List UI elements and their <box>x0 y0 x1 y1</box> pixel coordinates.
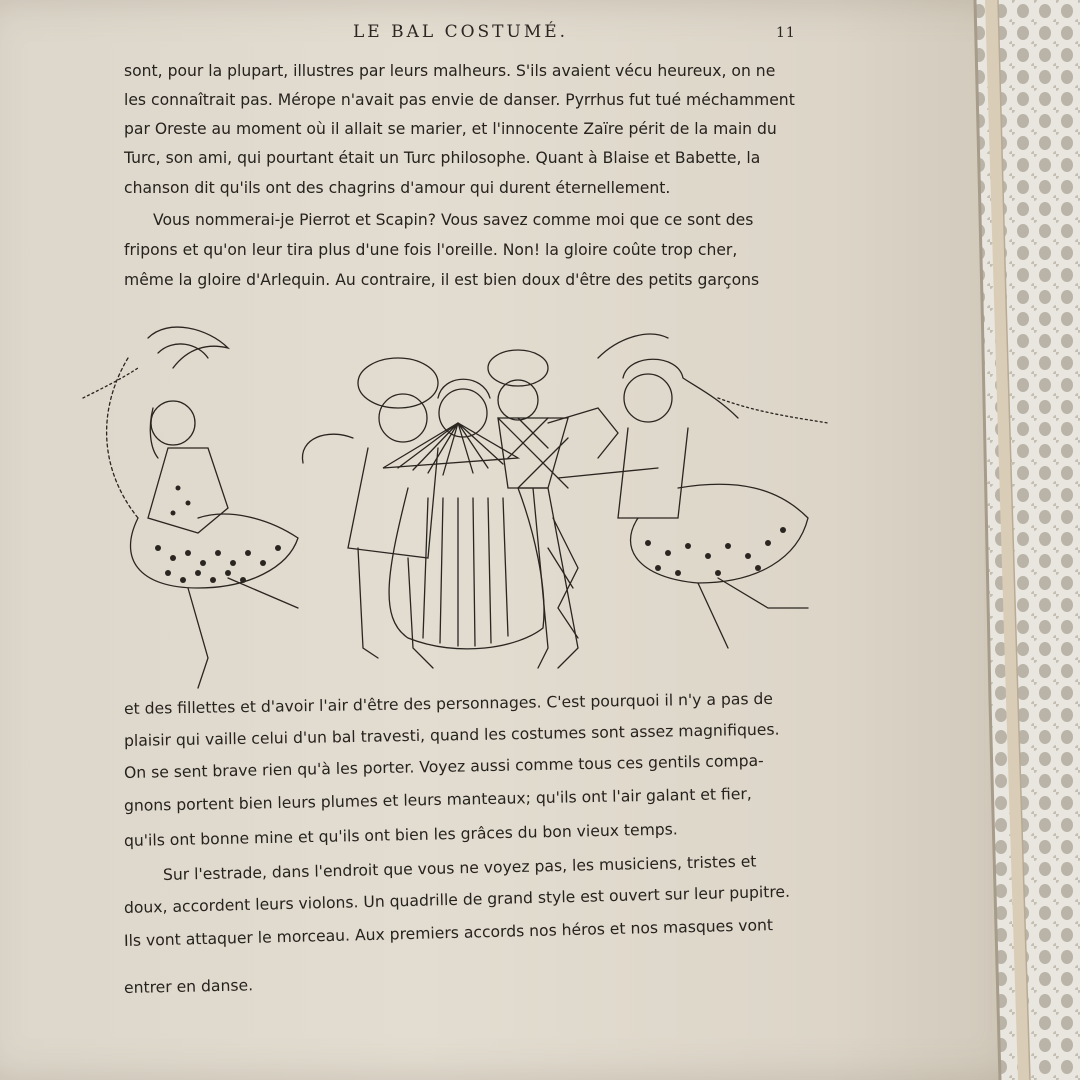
text-line: chanson dit qu'ils ont des chagrins d'amour qui durent éternellement. <box>124 179 671 197</box>
text-line: fripons et qu'on leur tira plus d'une fois l'oreille. Non! la gloire coûte trop cher, <box>124 241 738 259</box>
text-line: les connaîtrait pas. Mérope n'avait pas envie de danser. Pyrrhus fut tué méchamment <box>124 91 795 109</box>
text-line: plaisir qui vaille celui d'un bal travesti, quand les costumes sont assez magnifiques. <box>123 720 780 750</box>
text-line: Sur l'estrade, dans l'endroit que vous ne voyez pas, les musiciens, tristes et <box>162 852 757 884</box>
running-title: LE BAL COSTUMÉ. <box>353 22 569 42</box>
text-line: Ils vont attaquer le morceau. Aux premiers accords nos héros et nos masques vont <box>123 916 774 950</box>
text-line: qu'ils ont bonne mine et qu'ils ont bien les grâces du bon vieux temps. <box>123 820 678 850</box>
text-line: entrer en danse. <box>123 976 254 997</box>
text-line: On se sent brave rien qu'à les porter. Voyez aussi comme tous ces gentils compa- <box>123 751 764 782</box>
text-line: gnons portent bien leurs plumes et leurs manteaux; qu'ils ont l'air galant et fier, <box>123 784 752 815</box>
text-line: même la gloire d'Arlequin. Au contraire, il est bien doux d'être des petits garçons <box>124 271 760 289</box>
text-line: doux, accordent leurs violons. Un quadrille de grand style est ouvert sur leur pupitre. <box>123 882 791 917</box>
text-line: et des fillettes et d'avoir l'air d'être des personnages. C'est pourquoi il n'y a pas de <box>123 689 774 718</box>
text-line: par Oreste au moment où il allait se marier, et l'innocente Zaïre périt de la main du <box>124 120 777 138</box>
text-line: Vous nommerai-je Pierrot et Scapin? Vous savez comme moi que ce sont des <box>153 211 754 229</box>
text-line: Turc, son ami, qui pourtant était un Turc philosophe. Quant à Blaise et Babette, la <box>124 149 761 167</box>
page-number: 11 <box>776 25 796 41</box>
costume-ball-illustration <box>78 318 838 708</box>
text-line: sont, pour la plupart, illustres par leurs malheurs. S'ils avaient vécu heureux, on ne <box>124 62 776 80</box>
